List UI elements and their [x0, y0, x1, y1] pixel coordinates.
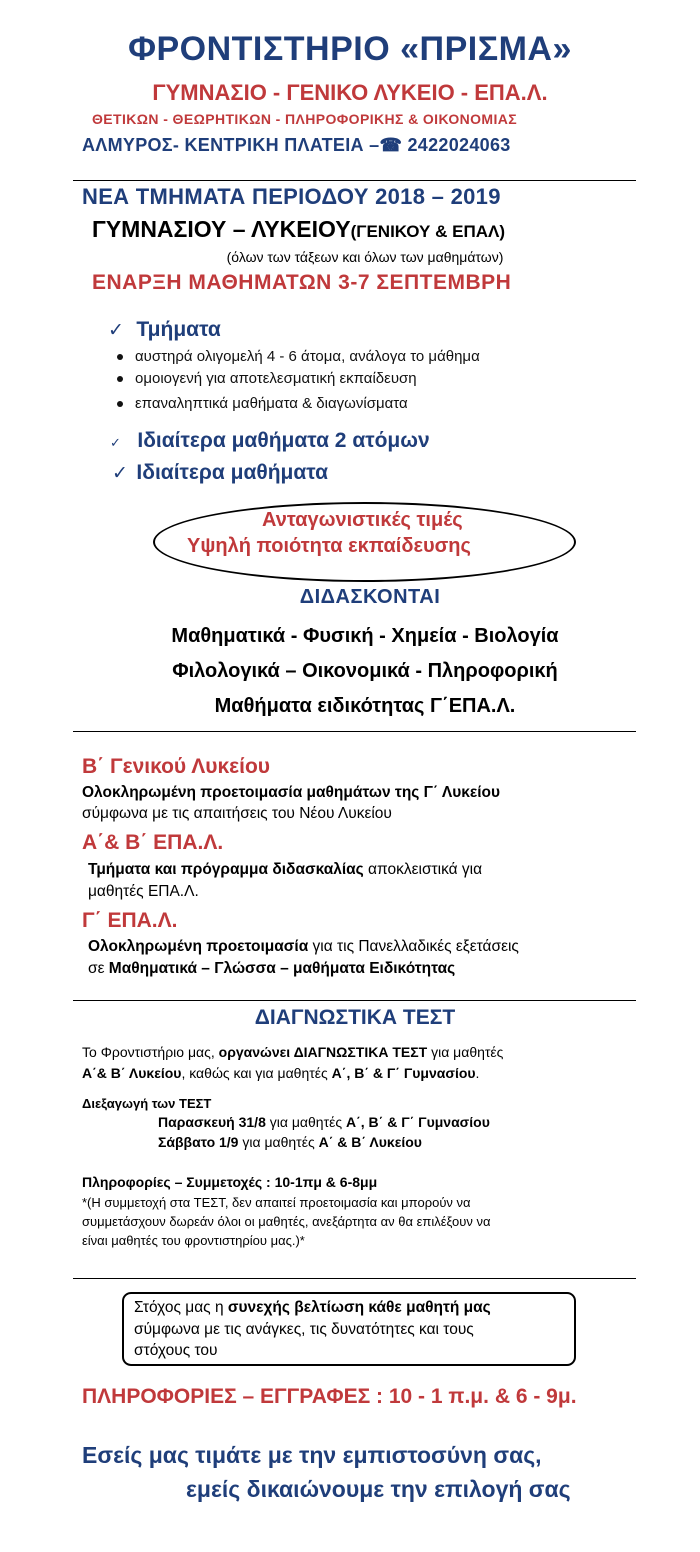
goal-line: Στόχος μας η συνεχής βελτίωση κάθε μαθητή μας	[134, 1299, 491, 1316]
check-icon: ✓	[112, 463, 128, 484]
b-lyceum-desc-2: σύμφωνα με τις απαιτήσεις του Νέου Λυκείου	[82, 805, 392, 822]
slogan-line-1: Εσείς μας τιμάτε με την εμπιστοσύνη σας,	[82, 1442, 542, 1468]
test-date-1: Παρασκευή 31/8 για μαθητές Α΄, Β΄ & Γ΄ Γυμνασίου	[158, 1114, 490, 1130]
address-text: ΑΛΜΥΡΟΣ- ΚΕΝΤΡΙΚΗ ΠΛΑΤΕΙΑ –	[82, 135, 380, 155]
b-lyceum-desc: Ολοκληρωμένη προετοιμασία μαθημάτων της Γ΄ Λυκείου	[82, 784, 501, 801]
bullet-icon	[117, 376, 123, 382]
ab-epal-desc-2: μαθητές ΕΠΑ.Λ.	[88, 883, 199, 900]
new-classes-title: ΝΕΑ ΤΜΗΜΑΤΑ ΠΕΡΙΟΔΟΥ 2018 – 2019	[82, 184, 501, 209]
lessons-start: ΕΝΑΡΞΗ ΜΑΘΗΜΑΤΩΝ 3-7 ΣΕΠΤΕΜΒΡΗ	[92, 271, 512, 294]
levels-paren: (ΓΕΝΙΚΟΥ & ΕΠΑΛ)	[350, 222, 505, 241]
check-icon: ✓	[108, 320, 124, 341]
ab-epal-desc: Τμήματα και πρόγραμμα διδασκαλίας αποκλειστικά για	[88, 861, 483, 878]
page-title: ΦΡΟΝΤΙΣΤΗΡΙΟ «ΠΡΙΣΜΑ»	[128, 30, 572, 68]
high-quality: Υψηλή ποιότητα εκπαίδευσης	[187, 535, 471, 557]
section-ab-epal: Α΄& Β΄ ΕΠΑ.Λ.	[82, 831, 224, 854]
bullet-icon	[117, 354, 123, 360]
footnote-line: είναι μαθητές του φροντιστηρίου μας.)*	[82, 1233, 305, 1248]
competitive-prices: Ανταγωνιστικές τιμές	[262, 509, 463, 531]
private-label: Ιδιαίτερα μαθήματα	[136, 461, 328, 484]
test-date-2: Σάββατο 1/9 για μαθητές Α΄ & Β΄ Λυκείου	[158, 1134, 422, 1150]
subjects-line: Μαθήματα ειδικότητας Γ΄ΕΠΑ.Λ.	[214, 695, 516, 717]
footnote-line: *(Η συμμετοχή στα ΤΕΣΤ, δεν απαιτεί προετοιμασία και μπορούν να	[82, 1195, 471, 1210]
phone-number: 2422024063	[407, 135, 511, 155]
list-item: αυστηρά ολιγομελή 4 - 6 άτομα, ανάλογα το μάθημα	[117, 348, 480, 365]
levels-main: ΓΥΜΝΑΣΙΟΥ – ΛΥΚΕΙΟΥ	[92, 216, 351, 242]
goal-line: στόχους του	[134, 1342, 218, 1359]
enrolment-info: ΠΛΗΡΟΦΟΡΙΕΣ – ΕΓΓΡΑΦΕΣ : 10 - 1 π.μ. & 6 - 9μ.	[82, 1385, 577, 1408]
g-epal-desc-2: σε Μαθηματικά – Γλώσσα – μαθήματα Ειδικότητας	[88, 960, 456, 977]
groups-title: Τμήματα	[136, 318, 221, 341]
diagnostic-desc: Το Φροντιστήριο μας, οργανώνει ΔΙΑΓΝΩΣΤΙΚΑ ΤΕΣΤ για μαθητές	[82, 1044, 504, 1060]
conduct-title: Διεξαγωγή των ΤΕΣΤ	[82, 1096, 212, 1111]
diagnostic-title: ΔΙΑΓΝΩΣΤΙΚΑ ΤΕΣΤ	[254, 1006, 456, 1029]
feature-private	[112, 461, 328, 485]
participation-info: Πληροφορίες – Συμμετοχές : 10-1πμ & 6-8μμ	[82, 1174, 378, 1190]
diagnostic-desc-2: Α΄& Β΄ Λυκείου, καθώς και για μαθητές Α΄, Β΄ & Γ΄ Γυμνασίου.	[82, 1065, 480, 1081]
divider	[73, 180, 636, 181]
subjects-title: ΔΙΔΑΣΚΟΝΤΑΙ	[299, 586, 441, 608]
list-item: επαναληπτικά μαθήματα & διαγωνίσματα	[117, 395, 408, 412]
list-item: ομοιογενή για αποτελεσματική εκπαίδευση	[117, 370, 417, 387]
divider	[73, 731, 636, 732]
bullet-icon	[117, 401, 123, 407]
new-classes-note: (όλων των τάξεων και όλων των μαθημάτων)	[226, 249, 504, 265]
check-icon: ✓	[110, 435, 121, 450]
feature-groups	[108, 318, 221, 342]
new-classes-levels	[92, 216, 505, 243]
school-levels: ΓΥΜΝΑΣΙΟ - ΓΕΝΙΚΟ ΛΥΚΕΙΟ - ΕΠΑ.Λ.	[152, 80, 548, 105]
goal-line: σύμφωνα με τις ανάγκες, τις δυνατότητες και τους	[134, 1321, 474, 1338]
feature-private-two	[110, 429, 430, 453]
footnote-line: συμμετάσχουν δωρεάν όλοι οι μαθητές, ανεξάρτητα αν θα επιλέξουν να	[82, 1214, 491, 1229]
divider	[73, 1000, 636, 1001]
divider	[73, 1278, 636, 1279]
section-b-lyceum: Β΄ Γενικού Λυκείου	[82, 755, 271, 778]
study-streams: ΘΕΤΙΚΩΝ - ΘΕΩΡΗΤΙΚΩΝ - ΠΛΗΡΟΦΟΡΙΚΗΣ & ΟΙΚΟΝΟΜΙΑΣ	[92, 111, 518, 127]
phone-icon: ☎	[379, 135, 403, 155]
address-line	[82, 135, 511, 156]
g-epal-desc: Ολοκληρωμένη προετοιμασία για τις Πανελλαδικές εξετάσεις	[88, 938, 519, 955]
subjects-line: Μαθηματικά - Φυσική - Χημεία - Βιολογία	[171, 625, 559, 647]
section-g-epal: Γ΄ ΕΠΑ.Λ.	[82, 909, 178, 932]
private-two-label: Ιδιαίτερα μαθήματα 2 ατόμων	[137, 429, 430, 452]
slogan-line-2: εμείς δικαιώνουμε την επιλογή σας	[186, 1476, 571, 1502]
subjects-line: Φιλολογικά – Οικονομικά - Πληροφορική	[172, 660, 558, 682]
